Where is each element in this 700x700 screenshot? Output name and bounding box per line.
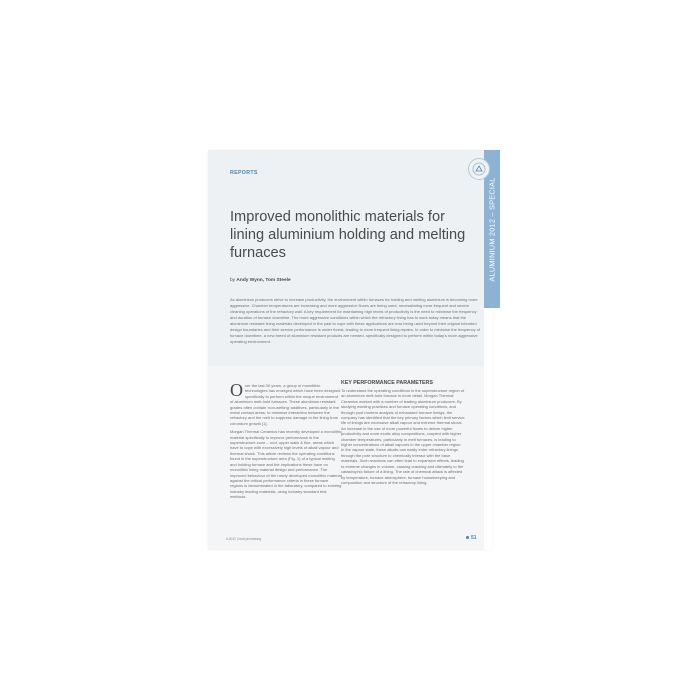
article-title: Improved monolithic materials for lining aluminium holding and melting furnaces (230, 209, 466, 261)
section-label: REPORTS (230, 170, 258, 176)
byline-prefix: by (230, 278, 236, 283)
right-paragraph-1: To understand the operating conditions in the superstructure region of an aluminium melt-hold furnace in more detail, Morgan Thermal Ceramics worked with a number of leading aluminium producers. By studying working practices and furnace operating conditions, and through post mortem analysis of exhausted furnace linings, the company has identified that the key primary factors which limit service life of linings are excessive alkali vapour and extreme thermal shock. An increase in the use of more powerful fluxes to deliver higher productivity and more exotic alloy compositions, coupled with higher chamber temperatures, particularly in melt furnaces, is leading to higher concentrations of alkali vapours in the upper chamber region. In the vapour state, these alkalis can easily enter refractory linings through the pore structure to chemically interact with the base materials. Such reactions can often lead to expansion effects, leading to extreme changes in volume, causing cracking and ultimately to the catastrophic failure of a lining. The rate of chemical attack is affected by temperature, furnace atmosphere, furnace housekeeping and composition and structure of the refractory lining. (341, 388, 465, 485)
byline-authors: Andy Wynn, Tom Steele (236, 278, 291, 283)
page-number (466, 535, 477, 541)
left-paragraph-1-text: ver the last 30 years, a group of monolithic technologies has emerged which have been designed specifically to perform within the unique environment of aluminium melt-hold furnaces. These aluminium resistant grades often contain 'non-wetting' additives, particularly in the metal contact areas, to minimise interaction between the refractory and the melt to suppress damage to the lining from corundum growth [1]. (230, 383, 341, 426)
section-heading: KEY PERFORMANCE PARAMETERS (341, 380, 433, 386)
aluminium-logo-icon (472, 162, 486, 176)
logo-badge-icon (468, 158, 490, 180)
left-paragraph-2: Morgan Thermal Ceramics has recently developed a monolithic material specifically to improve performance in the superstructure zone – roof, upper walls & flue, areas which have to cope with excessively high levels of alkali vapour and thermal shock. This article reviews the operating conditions found in the superstructure area (Fig. 1) of a typical melting and holding furnace and the implications these have on monolithic lining material design and performance. The improved behaviour of the newly developed monolithic material against the critical performance criteria in these furnace regions is demonstrated in the laboratory, compared to existing industry leading materials, using industry standard test methods. (230, 429, 342, 500)
side-tab-label: ALUMINIUM 2012 – SPECIAL (487, 176, 497, 282)
byline (230, 278, 291, 283)
abstract: As aluminium producers strive to increase productivity, the environment within furnaces for holding and melting aluminium is becoming more aggressive. Chamber temperatures are increasing and more aggressive fluxes are being used, necessitating more frequent and severe cleaning operations of the refractory wall. A key requirement for maintaining high levels of productivity is the need to minimise the frequency and duration of furnace downtime. The more aggressive conditions within which the refractory lining has to work today means that the aluminium resistant lining materials developed in the past to cope with these applications are now being used beyond their original intended design boundaries and their service performance is under threat, leading to more frequent lining repairs. In order to minimise the frequency of furnace downtime, a new breed of aluminium resistant products are needed, specifically designed to perform within today's more aggressive operating environment. (230, 297, 480, 344)
drop-cap: O (230, 380, 243, 400)
footer-issue: 6-2012 | heat processing (226, 537, 262, 541)
left-column (230, 380, 342, 503)
left-paragraph-1 (230, 380, 342, 426)
magazine-page (208, 150, 497, 550)
right-column (341, 380, 465, 488)
page-number-text: 51 (471, 535, 477, 541)
page-dot-icon (466, 536, 469, 539)
